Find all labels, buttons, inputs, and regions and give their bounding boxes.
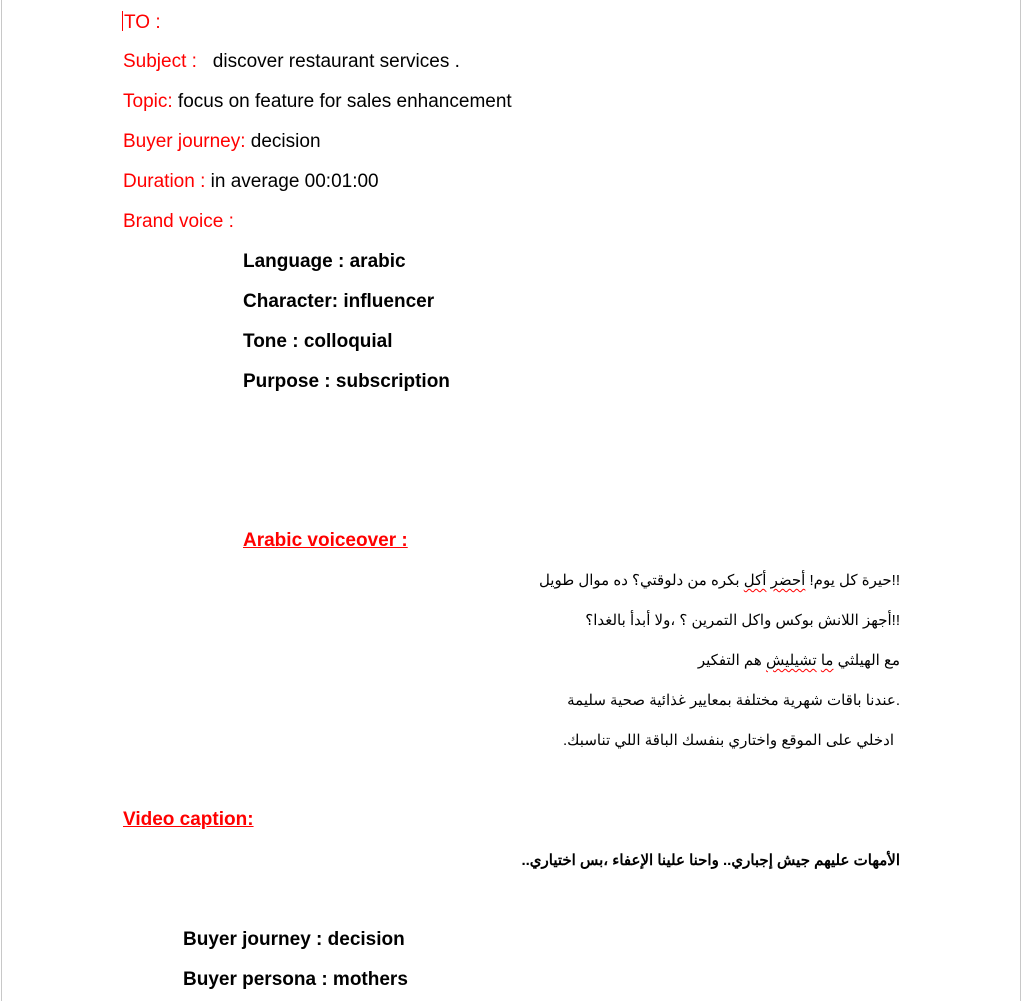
topic-value: focus on feature for sales enhancement xyxy=(177,91,512,112)
subject-line xyxy=(123,51,460,73)
voiceover-line-3 xyxy=(698,651,900,671)
voiceover-line-4: .عندنا باقات شهرية مختلفة بمعايير غذائية صحية سليمة xyxy=(567,692,900,709)
to-line xyxy=(122,11,161,34)
brand-voice-character: Character: influencer xyxy=(243,291,435,312)
to-label: TO : xyxy=(124,12,161,33)
voiceover-text-segment: بكره من دلوقتي؟ ده موال طويل xyxy=(538,572,744,589)
topic-label: Topic: xyxy=(123,91,173,112)
voiceover-text-segment: !!حيرة كل يوم! xyxy=(805,572,900,589)
voiceover-line-5: ادخلي على الموقع واختاري بنفسك الباقة اللي تناسبك. xyxy=(563,732,894,749)
buyer-journey-line xyxy=(123,131,321,153)
voiceover-line-1 xyxy=(539,571,900,591)
voiceover-text-segment: هم التفكير xyxy=(697,652,766,669)
voiceover-line-2: !!أجهز اللانش بوكس واكل التمرين ؟ ،ولا أبدأ بالغدا؟ xyxy=(585,612,900,629)
duration-value: in average 00:01:00 xyxy=(210,171,379,192)
spelling-flagged-word[interactable]: ما xyxy=(820,652,834,669)
footer-buyer-journey: Buyer journey : decision xyxy=(183,929,405,950)
buyer-journey-value: decision xyxy=(250,131,321,152)
brand-voice-purpose: Purpose : subscription xyxy=(243,371,450,392)
subject-value: discover restaurant services . xyxy=(212,51,460,72)
subject-label: Subject : xyxy=(123,51,197,72)
duration-label: Duration : xyxy=(123,171,206,192)
voiceover-text-segment: مع الهيلثي xyxy=(833,652,900,669)
duration-line xyxy=(123,171,379,193)
brand-voice-label: Brand voice : xyxy=(123,211,234,232)
document-page[interactable] xyxy=(1,0,1021,1001)
video-caption-text: الأمهات عليهم جيش إجباري.. واحنا علينا الإعفاء ،بس اختياري.. xyxy=(521,852,900,869)
voiceover-heading: Arabic voiceover : xyxy=(243,530,408,551)
spelling-flagged-word[interactable]: أكل xyxy=(743,572,767,589)
footer-buyer-persona: Buyer persona : mothers xyxy=(183,969,408,990)
buyer-journey-label: Buyer journey: xyxy=(123,131,246,152)
brand-voice-tone: Tone : colloquial xyxy=(243,331,393,352)
brand-voice-language: Language : arabic xyxy=(243,251,406,272)
spelling-flagged-word[interactable]: أحضر xyxy=(770,572,806,589)
video-caption-heading: Video caption: xyxy=(123,809,254,830)
spelling-flagged-word[interactable]: تشيليش xyxy=(765,652,817,669)
topic-line xyxy=(123,91,512,113)
text-cursor xyxy=(122,11,123,31)
